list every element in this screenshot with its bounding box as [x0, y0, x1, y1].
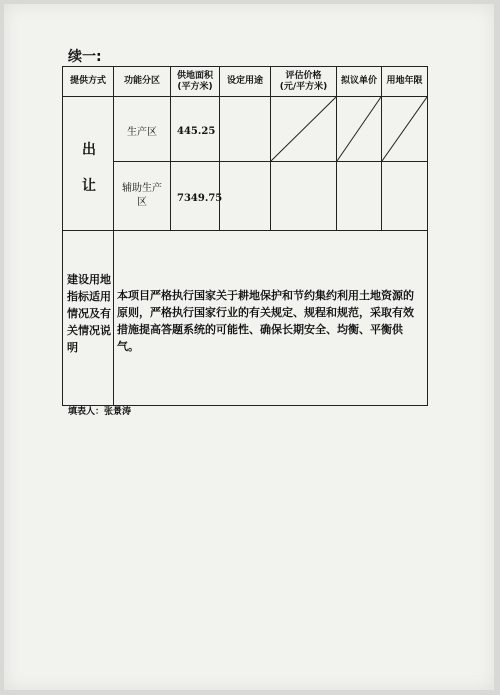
assessed-price-cell-1: [270, 96, 337, 162]
header-function-zone: 功能分区: [113, 66, 171, 97]
header-assessed-price-line1: 评估价格: [285, 70, 322, 81]
header-supply-method: 提供方式: [62, 66, 114, 97]
assessed-price-cell-2: [270, 161, 337, 231]
unit-price-cell-1: [336, 96, 382, 162]
area-value: 7349.75: [177, 193, 223, 204]
planned-use-cell-2: [219, 161, 271, 231]
supply-method-char-1: 出: [82, 142, 96, 158]
header-assessed-price-line2: (元/平方米): [279, 81, 328, 92]
notes-label: 建设用地指标适用情况及有关情况说明: [67, 273, 111, 354]
header-supply-area-line1: 供地面积: [176, 70, 213, 81]
blank-diagonal-line: [337, 97, 381, 161]
zone-name: 辅助生产区: [122, 183, 162, 208]
notes-label-cell: [62, 230, 114, 406]
blank-diagonal-line: [382, 97, 427, 161]
header-assessed-price: [270, 66, 337, 97]
continuation-label: 续一:: [68, 49, 102, 65]
planned-use-cell-1: [219, 96, 271, 162]
years-cell-1: [381, 96, 428, 162]
header-planned-use: 设定用途: [219, 66, 271, 97]
header-land-use-years: 用地年限: [381, 66, 428, 97]
land-supply-table: [62, 66, 428, 406]
header-proposed-unit-price: 拟议单价: [336, 66, 382, 97]
header-supply-area: [170, 66, 220, 97]
years-cell-2: [381, 161, 428, 231]
unit-price-cell-2: [336, 161, 382, 231]
notes-body: 本项目严格执行国家关于耕地保护和节约集约利用土地资源的原则，严格执行国家行业的有关规定、规程和规范，采取有效措施提高答题系统的可能性、确保长期安全、均衡、平衡供气。: [117, 289, 414, 353]
blank-diagonal-line: [271, 97, 336, 161]
table-row-area-1: [170, 96, 220, 162]
supply-method-char-2: 让: [82, 178, 96, 194]
form-filler: 填表人：张景涛: [68, 407, 132, 417]
area-value: 445.25: [177, 126, 216, 137]
table-row-zone-2: [113, 161, 171, 231]
header-supply-area-line2: (平方米): [177, 81, 213, 92]
notes-body-cell: [113, 230, 428, 406]
supply-method-cell: [62, 96, 114, 231]
zone-name: 生产区: [127, 127, 157, 138]
table-row-area-2: [170, 161, 223, 231]
table-row-zone-1: [113, 96, 171, 162]
